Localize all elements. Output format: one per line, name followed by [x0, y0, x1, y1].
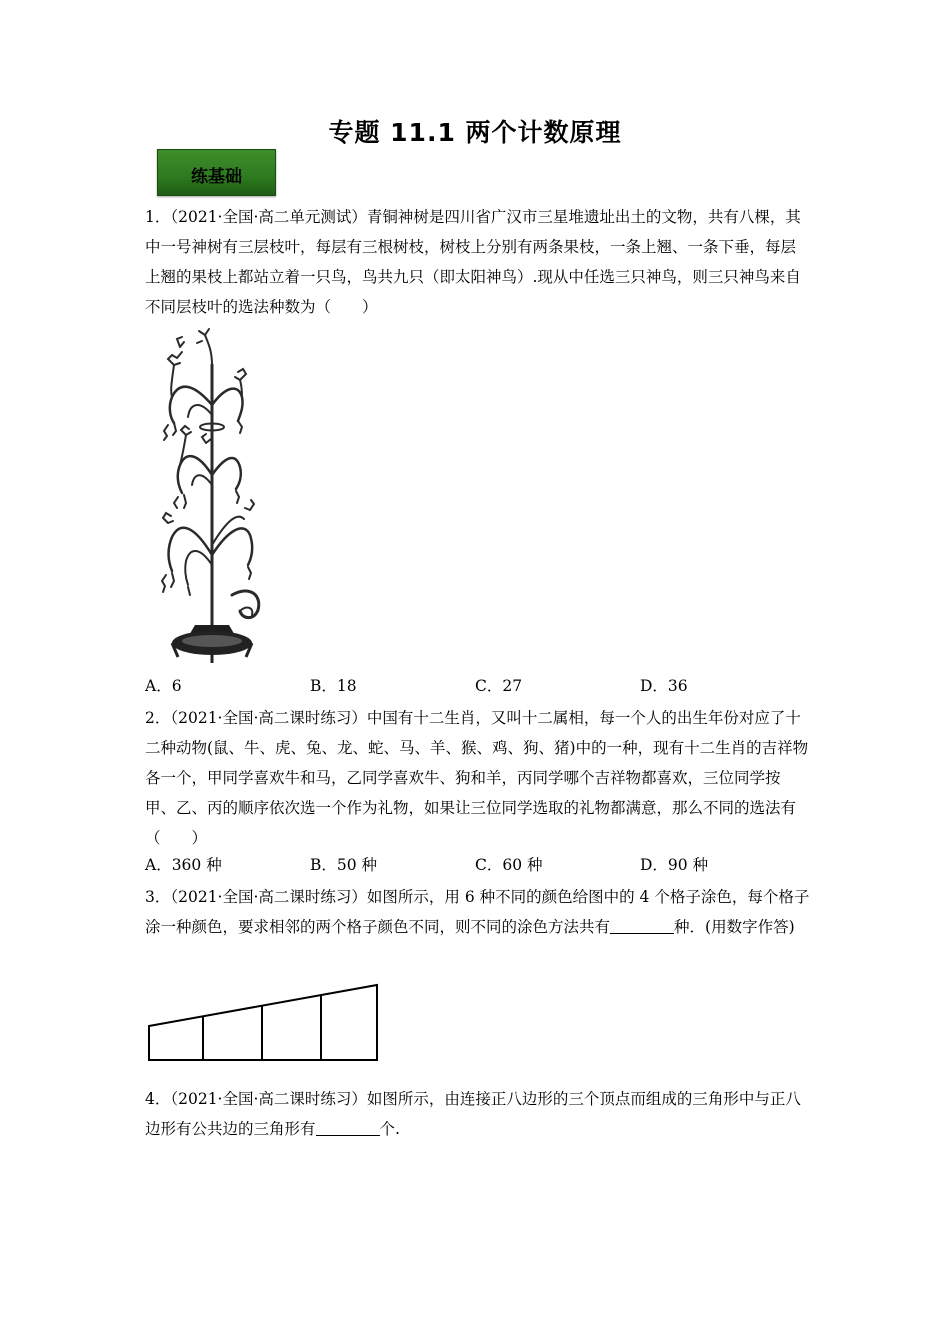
question-3-text-after: 种．(用数字作答) [674, 918, 795, 936]
option-a: A．360 种 [145, 856, 222, 874]
option-a: A．6 [145, 677, 182, 695]
question-2-text: 2．（2021·全国·高二课时练习）中国有十二生肖，又叫十二属相，每一个人的出生年份对应了十二种动物(鼠、牛、虎、兔、龙、蛇、马、羊、猴、鸡、狗、猪)中的一种，现有十二生肖的吉祥物各一个，甲同学喜欢牛和马，乙同学喜欢牛、狗和羊，丙同学哪个吉祥物都喜欢，三位同学按甲、乙、丙的顺序依次选一个作为礼物，如果让三位同学选取的礼物都满意，那么不同的选法有（ ） [145, 709, 809, 847]
option-c: C．27 [475, 677, 523, 695]
option-c: C．60 种 [475, 856, 543, 874]
answer-blank [316, 1120, 380, 1136]
section-badge-label: 练基础 [191, 167, 242, 187]
section-badge [157, 149, 276, 196]
question-4-text-after: 个. [379, 1120, 400, 1138]
option-b: B．50 种 [310, 856, 378, 874]
option-d: D．90 种 [640, 856, 709, 874]
page-title: 专题 11.1 两个计数原理 [328, 118, 622, 147]
option-d: D．36 [640, 677, 688, 695]
question-2-options [145, 852, 805, 878]
question-3-text-before: 3．（2021·全国·高二课时练习）如图所示，用 6 种不同的颜色给图中的 4 个格子涂色，每个格子涂一种颜色，要求相邻的两个格子颜色不同，则不同的涂色方法共有 [145, 888, 810, 936]
question-3-text [145, 882, 810, 942]
question-1-options [145, 673, 805, 699]
question-1-text: 1．（2021·全国·高二单元测试）青铜神树是四川省广汉市三星堆遗址出土的文物，共有八棵，其中一号神树有三层枝叶，每层有三根树枝，树枝上分别有两条果枝，一条上翘、一条下垂，每层上翘的果枝上都站立着一只鸟，鸟共九只（即太阳神鸟）.现从中任选三只神鸟，则三只神鸟来自不同层枝叶的选法种数为（ ） [145, 208, 801, 316]
question-4-text [145, 1084, 810, 1144]
grid-cells-figure [146, 982, 386, 1067]
option-b: B．18 [310, 677, 357, 695]
bronze-tree-figure [150, 325, 270, 665]
answer-blank [610, 918, 674, 934]
question-4-text-before: 4．（2021·全国·高二课时练习）如图所示，由连接正八边形的三个顶点而组成的三角形中与正八边形有公共边的三角形有 [145, 1090, 801, 1138]
